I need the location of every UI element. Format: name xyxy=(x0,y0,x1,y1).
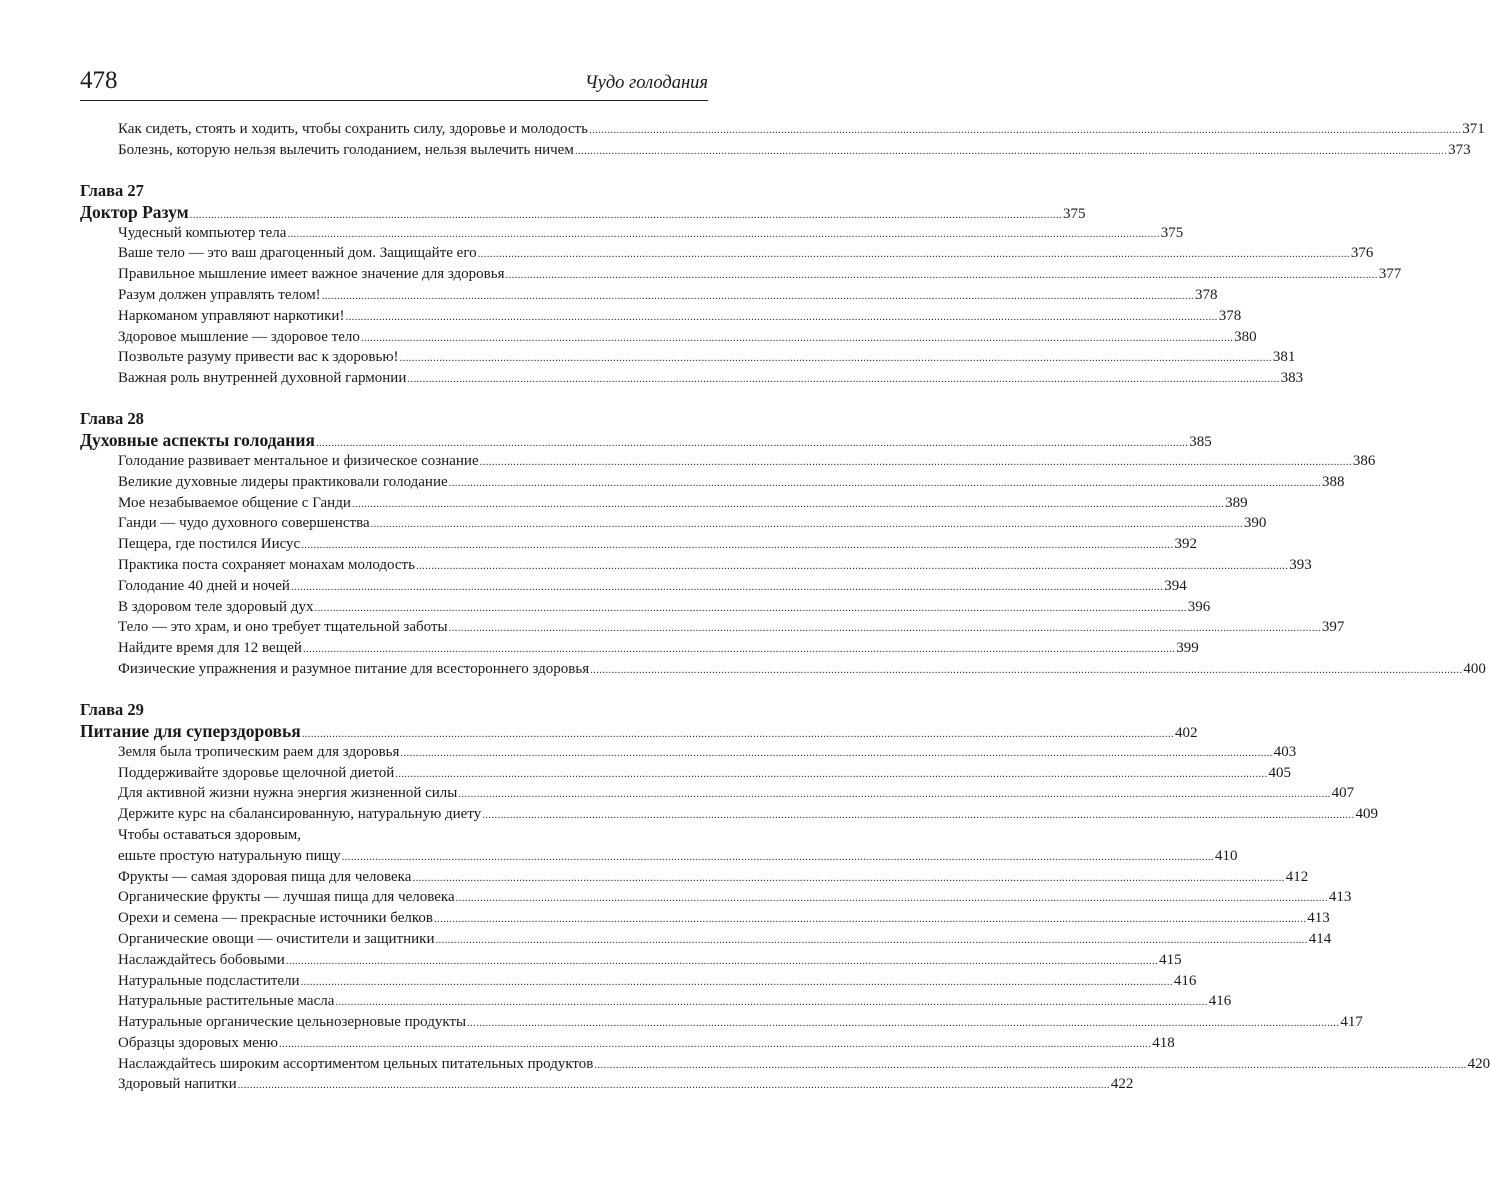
toc-entry xyxy=(80,243,1374,264)
toc-entry-title: Чтобы оставаться здоровым, xyxy=(118,826,302,843)
toc-entry-title: Практика поста сохраняет монахам молодость xyxy=(118,556,415,573)
toc-entry-page: 403 xyxy=(1273,743,1297,760)
dot-leader: .............................................................................................................................................................................................................................................................................................. xyxy=(351,497,1225,510)
dot-leader: .............................................................................................................................................................................................................................................................................................. xyxy=(345,310,1218,323)
toc-entry-title: Фрукты — самая здоровая пища для человека xyxy=(118,868,412,885)
dot-leader: .............................................................................................................................................................................................................................................................................................. xyxy=(341,850,1214,863)
dot-leader: .............................................................................................................................................................................................................................................................................................. xyxy=(360,331,1234,344)
dot-leader: .............................................................................................................................................................................................................................................................................................. xyxy=(395,767,1268,780)
toc-entry-page: 386 xyxy=(1352,452,1376,469)
dot-leader: .............................................................................................................................................................................................................................................................................................. xyxy=(400,746,1273,759)
toc-entry xyxy=(80,617,1345,638)
toc-entry-title: Орехи и семена — прекрасные источники белков xyxy=(118,910,433,927)
toc-entry-page: 396 xyxy=(1187,598,1211,615)
toc-entry-page: 393 xyxy=(1289,556,1312,573)
toc-entry xyxy=(80,783,1355,804)
chapter-label: Глава 28 xyxy=(80,408,144,428)
toc-entry-page: 375 xyxy=(1160,224,1184,241)
toc-entry xyxy=(80,119,1485,140)
toc-entry xyxy=(80,867,1309,888)
dot-leader: .............................................................................................................................................................................................................................................................................................. xyxy=(302,643,1176,656)
toc-entry-title: Как сидеть, стоять и ходить, чтобы сохранить силу, здоровье и молодость xyxy=(118,121,588,137)
toc-entry-title: Великие духовные лидеры практиковали голодание xyxy=(118,473,448,490)
dot-leader: .............................................................................................................................................................................................................................................................................................. xyxy=(290,580,1164,593)
toc-entry xyxy=(80,555,1312,576)
toc-entry-page: 413 xyxy=(1307,910,1330,927)
toc-entry-page: 399 xyxy=(1176,640,1199,657)
toc-entry-page: 418 xyxy=(1152,1034,1175,1051)
toc-entry-page: 416 xyxy=(1173,972,1197,989)
toc-entry xyxy=(80,472,1345,493)
toc-entry xyxy=(80,659,1486,680)
dot-leader: .............................................................................................................................................................................................................................................................................................. xyxy=(370,518,1243,531)
dot-leader: .............................................................................................................................................................................................................................................................................................. xyxy=(467,1017,1340,1030)
chapter-page: 385 xyxy=(1189,433,1212,450)
toc-entry xyxy=(80,597,1211,618)
toc-entry xyxy=(80,846,1238,867)
page-number: 478 xyxy=(80,67,118,94)
dot-leader: .............................................................................................................................................................................................................................................................................................. xyxy=(300,975,1173,988)
toc-entry-page: 397 xyxy=(1321,619,1345,636)
toc-entry xyxy=(80,1012,1363,1033)
toc-entry xyxy=(80,327,1257,348)
toc-entry xyxy=(80,285,1218,306)
toc-entry-title-continuation: ешьте простую натуральную пищу xyxy=(118,847,341,864)
dot-leader: .............................................................................................................................................................................................................................................................................................. xyxy=(335,996,1208,1009)
toc-entry-page: 410 xyxy=(1214,847,1238,864)
chapter-title-text: Духовные аспекты голодания xyxy=(80,429,315,450)
toc-entry xyxy=(80,513,1267,534)
toc-entry xyxy=(80,908,1330,929)
toc-entry-page: 413 xyxy=(1328,889,1352,906)
table-of-contents xyxy=(80,119,1490,1095)
toc-entry xyxy=(80,347,1296,368)
toc-entry-page: 381 xyxy=(1272,349,1296,366)
toc-entry-title: Голодание развивает ментальное и физическое сознание xyxy=(118,452,479,469)
toc-entry xyxy=(80,638,1199,659)
dot-leader: .............................................................................................................................................................................................................................................................................................. xyxy=(315,436,1189,449)
dot-leader: .............................................................................................................................................................................................................................................................................................. xyxy=(574,144,1448,157)
toc-entry-title: Здоровый напитки xyxy=(118,1076,237,1093)
toc-entry-page: 405 xyxy=(1268,764,1292,781)
dot-leader: .............................................................................................................................................................................................................................................................................................. xyxy=(458,788,1331,801)
toc-entry xyxy=(80,493,1248,514)
dot-leader: .............................................................................................................................................................................................................................................................................................. xyxy=(588,124,1462,136)
dot-leader: .............................................................................................................................................................................................................................................................................................. xyxy=(314,601,1187,614)
dot-leader: .............................................................................................................................................................................................................................................................................................. xyxy=(505,269,1378,282)
dot-leader: .............................................................................................................................................................................................................................................................................................. xyxy=(448,622,1321,635)
toc-entry-title: Поддерживайте здоровье щелочной диетой xyxy=(118,764,395,781)
dot-leader: .............................................................................................................................................................................................................................................................................................. xyxy=(189,208,1062,221)
toc-entry-title: Найдите время для 12 вещей xyxy=(118,640,302,657)
toc-entry xyxy=(80,763,1292,784)
chapter-page: 402 xyxy=(1175,724,1198,741)
toc-entry-title: Натуральные растительные масла xyxy=(118,993,335,1010)
toc-entry-page: 407 xyxy=(1331,785,1355,802)
toc-entry-page: 417 xyxy=(1340,1014,1363,1031)
toc-entry xyxy=(80,140,1471,161)
toc-entry-page: 378 xyxy=(1194,286,1218,303)
toc-entry-title: Натуральные органические цельнозерновые продукты xyxy=(118,1014,467,1031)
running-title: Чудо голодания xyxy=(584,73,708,93)
toc-entry xyxy=(80,804,1378,825)
chapter-title xyxy=(80,720,1198,742)
toc-entry-page: 422 xyxy=(1110,1076,1134,1093)
toc-entry-page: 376 xyxy=(1350,245,1374,262)
chapter-title xyxy=(80,429,1212,451)
toc-entry-page: 390 xyxy=(1243,515,1267,532)
dot-leader: .............................................................................................................................................................................................................................................................................................. xyxy=(301,727,1174,740)
toc-entry-title: Мое незабываемое общение с Ганди xyxy=(118,494,351,511)
toc-entry-page: 412 xyxy=(1285,868,1309,885)
toc-entry xyxy=(80,223,1184,244)
toc-entry xyxy=(80,1074,1134,1095)
toc-entry-page: 415 xyxy=(1159,951,1182,968)
toc-entry-title: Чудесный компьютер тела xyxy=(118,224,287,241)
dot-leader: .............................................................................................................................................................................................................................................................................................. xyxy=(482,809,1355,822)
dot-leader: .............................................................................................................................................................................................................................................................................................. xyxy=(321,289,1194,302)
toc-entry xyxy=(80,264,1402,285)
dot-leader: .............................................................................................................................................................................................................................................................................................. xyxy=(434,913,1307,926)
dot-leader: .............................................................................................................................................................................................................................................................................................. xyxy=(278,1037,1152,1050)
toc-entry-title: Наслаждайтесь широким ассортиментом цельных питательных продуктов xyxy=(118,1055,594,1072)
toc-entry xyxy=(80,368,1304,389)
toc-entry-page: 392 xyxy=(1174,536,1198,553)
toc-entry-title: Земля была тропическим раем для здоровья xyxy=(118,743,400,760)
toc-entry-page: 416 xyxy=(1208,993,1232,1010)
dot-leader: .............................................................................................................................................................................................................................................................................................. xyxy=(479,455,1352,468)
dot-leader: .............................................................................................................................................................................................................................................................................................. xyxy=(301,539,1174,552)
toc-entry-title: Наслаждайтесь бобовыми xyxy=(118,951,285,968)
dot-leader: .............................................................................................................................................................................................................................................................................................. xyxy=(399,352,1272,365)
toc-entry-title: Органические овощи — очистители и защитники xyxy=(118,930,435,947)
toc-entry xyxy=(80,451,1376,472)
page-header xyxy=(80,66,708,101)
toc-entry xyxy=(80,887,1352,908)
toc-entry xyxy=(80,950,1182,971)
dot-leader: .............................................................................................................................................................................................................................................................................................. xyxy=(448,476,1321,489)
toc-entry-title: Здоровое мышление — здоровое тело xyxy=(118,328,360,345)
dot-leader: .............................................................................................................................................................................................................................................................................................. xyxy=(435,933,1308,946)
toc-entry-title: Важная роль внутренней духовной гармонии xyxy=(118,370,407,387)
toc-entry xyxy=(80,742,1297,763)
toc-entry-title: Держите курс на сбалансированную, натуральную диету xyxy=(118,806,482,823)
toc-entry xyxy=(80,534,1198,555)
dot-leader: .............................................................................................................................................................................................................................................................................................. xyxy=(237,1079,1110,1092)
toc-entry xyxy=(80,1033,1175,1054)
toc-entry-page: 388 xyxy=(1321,473,1345,490)
toc-entry-title: Наркоманом управляют наркотики! xyxy=(118,307,345,324)
toc-entry-page: 380 xyxy=(1234,328,1257,345)
toc-entry-title: Для активной жизни нужна энергия жизненной силы xyxy=(118,785,458,802)
toc-entry xyxy=(80,971,1197,992)
dot-leader: .............................................................................................................................................................................................................................................................................................. xyxy=(412,871,1285,884)
dot-leader: .............................................................................................................................................................................................................................................................................................. xyxy=(590,663,1463,676)
toc-entry xyxy=(80,1054,1490,1075)
dot-leader: .............................................................................................................................................................................................................................................................................................. xyxy=(287,227,1160,240)
toc-entry-title: Пещера, где постился Иисус xyxy=(118,536,301,553)
toc-entry-title: Органические фрукты — лучшая пища для человека xyxy=(118,889,455,906)
toc-entry xyxy=(80,306,1242,327)
chapter-title xyxy=(80,201,1086,223)
toc-entry-title: В здоровом теле здоровый дух xyxy=(118,598,314,615)
toc-entry-page: 371 xyxy=(1462,121,1485,137)
toc-entry-title: Образцы здоровых меню xyxy=(118,1034,278,1051)
dot-leader: .............................................................................................................................................................................................................................................................................................. xyxy=(477,248,1350,261)
dot-leader: .............................................................................................................................................................................................................................................................................................. xyxy=(594,1058,1467,1071)
toc-entry-title: Болезнь, которую нельзя вылечить голоданием, нельзя вылечить ничем xyxy=(118,141,574,158)
dot-leader: .............................................................................................................................................................................................................................................................................................. xyxy=(455,892,1328,905)
toc-entry-page: 409 xyxy=(1355,806,1378,823)
dot-leader: .............................................................................................................................................................................................................................................................................................. xyxy=(285,954,1159,967)
toc-entry-page: 383 xyxy=(1280,370,1304,387)
toc-entry-title: Ваше тело — это ваш драгоценный дом. Защищайте его xyxy=(118,245,477,262)
toc-entry xyxy=(80,929,1332,950)
toc-entry-page: 373 xyxy=(1448,141,1471,158)
toc-entry-title: Позвольте разуму привести вас к здоровью! xyxy=(118,349,399,366)
chapter-label: Глава 27 xyxy=(80,180,144,200)
toc-entry-title: Натуральные подсластители xyxy=(118,972,300,989)
toc-entry-page: 420 xyxy=(1467,1055,1490,1072)
toc-entry-title: Разум должен управлять телом! xyxy=(118,286,321,303)
toc-entry-page: 389 xyxy=(1225,494,1248,511)
toc-entry-title: Тело — это храм, и оно требует тщательной заботы xyxy=(118,619,448,636)
dot-leader: .............................................................................................................................................................................................................................................................................................. xyxy=(415,559,1289,572)
toc-entry-title: Ганди — чудо духовного совершенства xyxy=(118,515,370,532)
chapter-label: Глава 29 xyxy=(80,699,144,719)
toc-entry-title: Голодание 40 дней и ночей xyxy=(118,577,290,594)
chapter-title-text: Питание для суперздоровья xyxy=(80,720,301,741)
chapter-page: 375 xyxy=(1062,205,1086,222)
toc-entry-title: Физические упражнения и разумное питание для всестороннего здоровья xyxy=(118,660,590,677)
toc-entry-page: 414 xyxy=(1308,930,1332,947)
toc-entry xyxy=(80,991,1232,1012)
toc-entry-first-line xyxy=(80,825,706,846)
toc-entry-page: 377 xyxy=(1378,266,1402,283)
toc-entry-title: Правильное мышление имеет важное значение для здоровья xyxy=(118,266,505,283)
toc-entry xyxy=(80,576,1187,597)
dot-leader: .............................................................................................................................................................................................................................................................................................. xyxy=(407,373,1280,386)
toc-entry-page: 378 xyxy=(1218,307,1242,324)
toc-entry-page: 394 xyxy=(1164,577,1187,594)
toc-entry-page: 400 xyxy=(1463,660,1486,677)
chapter-title-text: Доктор Разум xyxy=(80,201,189,222)
